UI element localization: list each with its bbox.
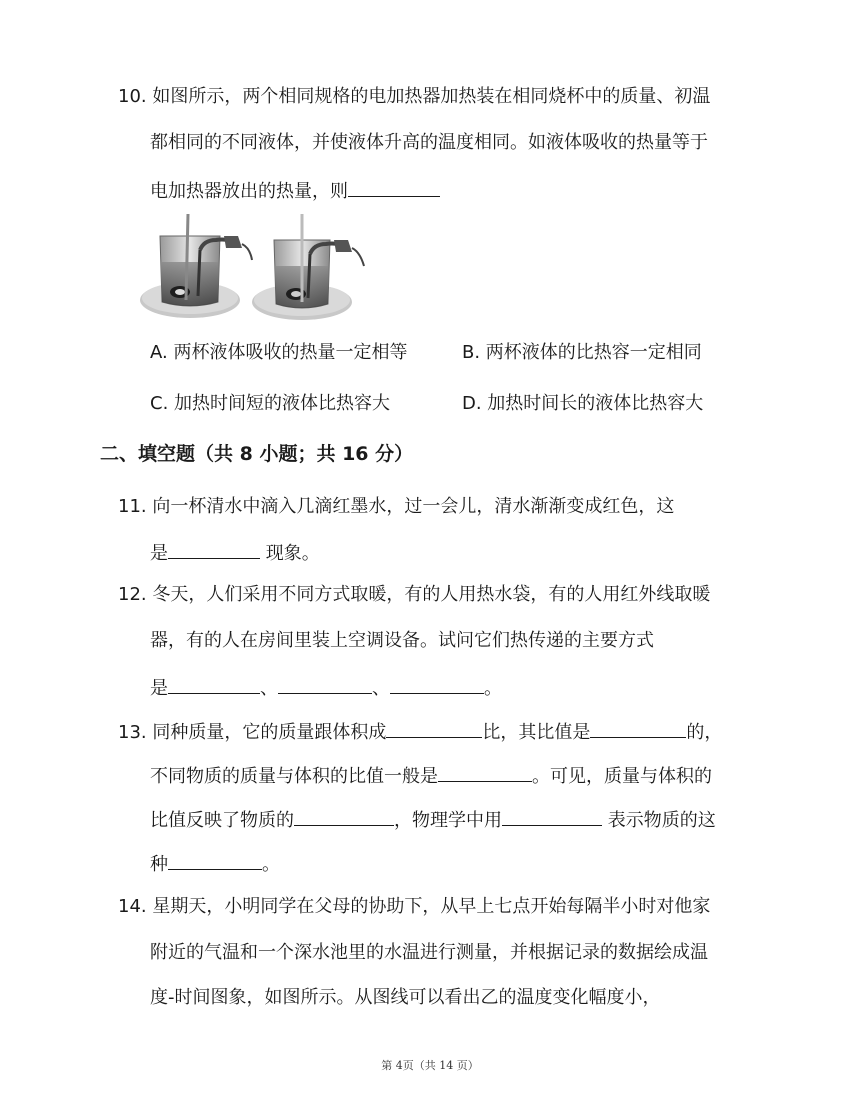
q11-pre: 是 xyxy=(150,543,168,564)
q10-text-1: 10. 如图所示，两个相同规格的电加热器加热装在相同烧杯中的质量、初温 xyxy=(118,86,711,107)
q13-line-1 xyxy=(118,717,760,746)
q14-text-2: 附近的气温和一个深水池里的水温进行测量，并根据记录的数据绘成温 xyxy=(150,942,708,963)
section-title: 二、填空题（共 8 小题；共 16 分） xyxy=(100,443,414,465)
q12-post: 。 xyxy=(484,678,502,699)
q10-line-2 xyxy=(150,130,760,156)
q13-l2-post: 。可见，质量与体积的 xyxy=(532,766,712,787)
q13-l1-pre: 13. 同种质量，它的质量跟体积成 xyxy=(118,722,387,743)
q13-answer-blank-1[interactable] xyxy=(386,717,482,738)
q10-text-2: 都相同的不同液体，并使液体升高的温度相同。如液体吸收的热量等于 xyxy=(150,132,708,153)
q11-line-2 xyxy=(150,538,760,567)
q10-answer-blank[interactable] xyxy=(348,176,440,197)
q12-pre: 是 xyxy=(150,678,168,699)
q11-line-1 xyxy=(118,494,760,520)
q10-line-3 xyxy=(150,176,760,205)
q13-l3-post: 表示物质的这 xyxy=(602,810,716,831)
q12-answer-blank-3[interactable] xyxy=(390,673,484,694)
q12-sep-1: 、 xyxy=(260,678,278,699)
q11-answer-blank[interactable] xyxy=(168,538,260,559)
q11-post: 现象。 xyxy=(260,543,320,564)
q12-answer-blank-2[interactable] xyxy=(278,673,372,694)
q12-line-2 xyxy=(150,628,760,654)
q10-option-c[interactable]: C. 加热时间短的液体比热容大 xyxy=(150,393,391,414)
q13-answer-blank-4[interactable] xyxy=(294,805,394,826)
q12-line-1 xyxy=(118,582,760,608)
q12-answer-blank-1[interactable] xyxy=(168,673,260,694)
q13-l3-pre: 比值反映了物质的 xyxy=(150,810,294,831)
q13-answer-blank-2[interactable] xyxy=(590,717,686,738)
page-footer: 第 4页（共 14 页） xyxy=(381,1059,479,1072)
q13-line-4 xyxy=(150,849,760,878)
q12-sep-2: 、 xyxy=(372,678,390,699)
q13-line-3 xyxy=(150,805,760,834)
q13-l1-post: 的， xyxy=(686,722,723,743)
q14-line-1 xyxy=(118,894,760,920)
q10-option-b[interactable]: B. 两杯液体的比热容一定相同 xyxy=(462,342,702,363)
q14-text-3: 度-时间图象，如图所示。从图线可以看出乙的温度变化幅度小， xyxy=(150,987,661,1008)
q12-text-1: 12. 冬天，人们采用不同方式取暖，有的人用热水袋，有的人用红外线取暖 xyxy=(118,584,711,605)
q13-l4-pre: 种 xyxy=(150,854,168,875)
q13-answer-blank-6[interactable] xyxy=(168,849,262,870)
q13-answer-blank-5[interactable] xyxy=(502,805,602,826)
q12-text-2: 器，有的人在房间里装上空调设备。试问它们热传递的主要方式 xyxy=(150,630,654,651)
q13-l2-pre: 不同物质的质量与体积的比值一般是 xyxy=(150,766,438,787)
q14-line-3 xyxy=(150,985,760,1011)
beakers-figure xyxy=(138,210,378,328)
q13-l1-mid: 比，其比值是 xyxy=(482,722,591,743)
q13-answer-blank-3[interactable] xyxy=(438,761,532,782)
q11-text-1: 11. 向一杯清水中滴入几滴红墨水，过一会儿，清水渐渐变成红色，这 xyxy=(118,496,675,517)
q12-line-3 xyxy=(150,673,760,702)
q13-line-2 xyxy=(150,761,760,790)
q10-line-1 xyxy=(118,84,760,110)
q14-line-2 xyxy=(150,940,760,966)
q10-option-d[interactable]: D. 加热时间长的液体比热容大 xyxy=(462,393,704,414)
right-beaker xyxy=(252,214,364,320)
q14-text-1: 14. 星期天，小明同学在父母的协助下，从早上七点开始每隔半小时对他家 xyxy=(118,896,711,917)
q10-text-3: 电加热器放出的热量，则 xyxy=(150,181,348,202)
q13-l3-mid: ，物理学中用 xyxy=(394,810,502,831)
left-beaker xyxy=(140,214,252,318)
q13-l4-post: 。 xyxy=(262,854,280,875)
q10-option-a[interactable]: A. 两杯液体吸收的热量一定相等 xyxy=(150,342,408,363)
